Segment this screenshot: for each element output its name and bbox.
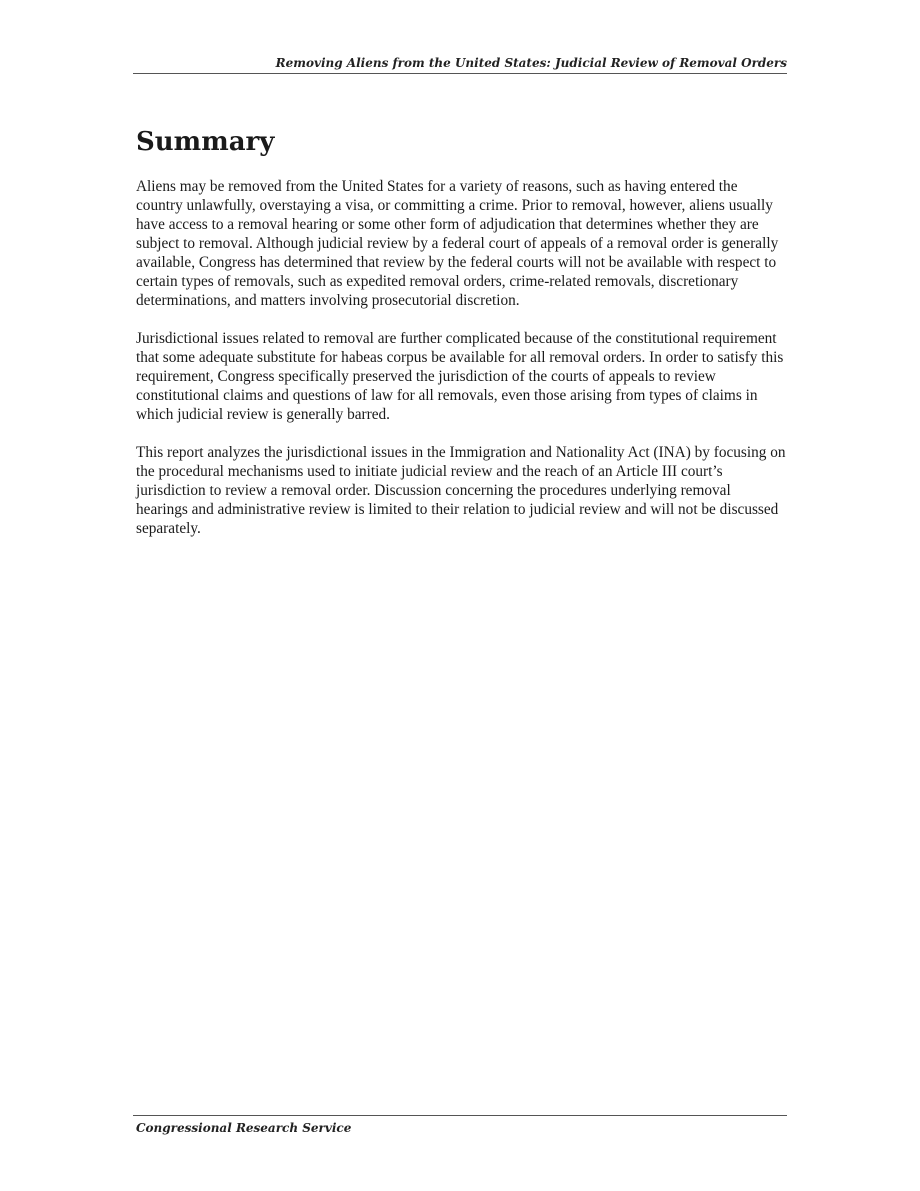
page-title: Summary [136, 127, 275, 157]
running-header [133, 55, 787, 74]
running-footer [133, 1115, 787, 1136]
summary-paragraph-1: Aliens may be removed from the United States for a variety of reasons, such as having entered the country unlawfully, overstaying a visa, or committing a crime. Prior to removal, however, aliens usually have access to a removal hearing or some other form of adjudication that determines whether they are subject to removal. Although judicial review by a federal court of appeals of a removal order is generally available, Congress has determined that review by the federal courts will not be available with respect to certain types of removals, such as expedited removal orders, crime-related removals, discretionary determinations, and matters involving prosecutorial discretion. [136, 178, 779, 309]
summary-body [136, 177, 786, 557]
footer-publisher: Congressional Research Service [136, 1121, 352, 1135]
running-header-title: Removing Aliens from the United States: Judicial Review of Removal Orders [275, 56, 787, 70]
summary-paragraph-2: Jurisdictional issues related to removal are further complicated because of the constitutional requirement that some adequate substitute for habeas corpus be available for all removal orders. In order to satisfy this requirement, Congress specifically preserved the jurisdiction of the courts of appeals to review constitutional claims and questions of law for all removals, even those arising from types of claims in which judicial review is generally barred. [136, 330, 784, 423]
summary-paragraph-3: This report analyzes the jurisdictional issues in the Immigration and Nationality Act (INA) by focusing on the procedural mechanisms used to initiate judicial review and the reach of an Article III court’s jurisdiction to review a removal order. Discussion concerning the procedures underlying removal hearings and administrative review is limited to their relation to judicial review and will not be discussed separately. [136, 444, 786, 537]
